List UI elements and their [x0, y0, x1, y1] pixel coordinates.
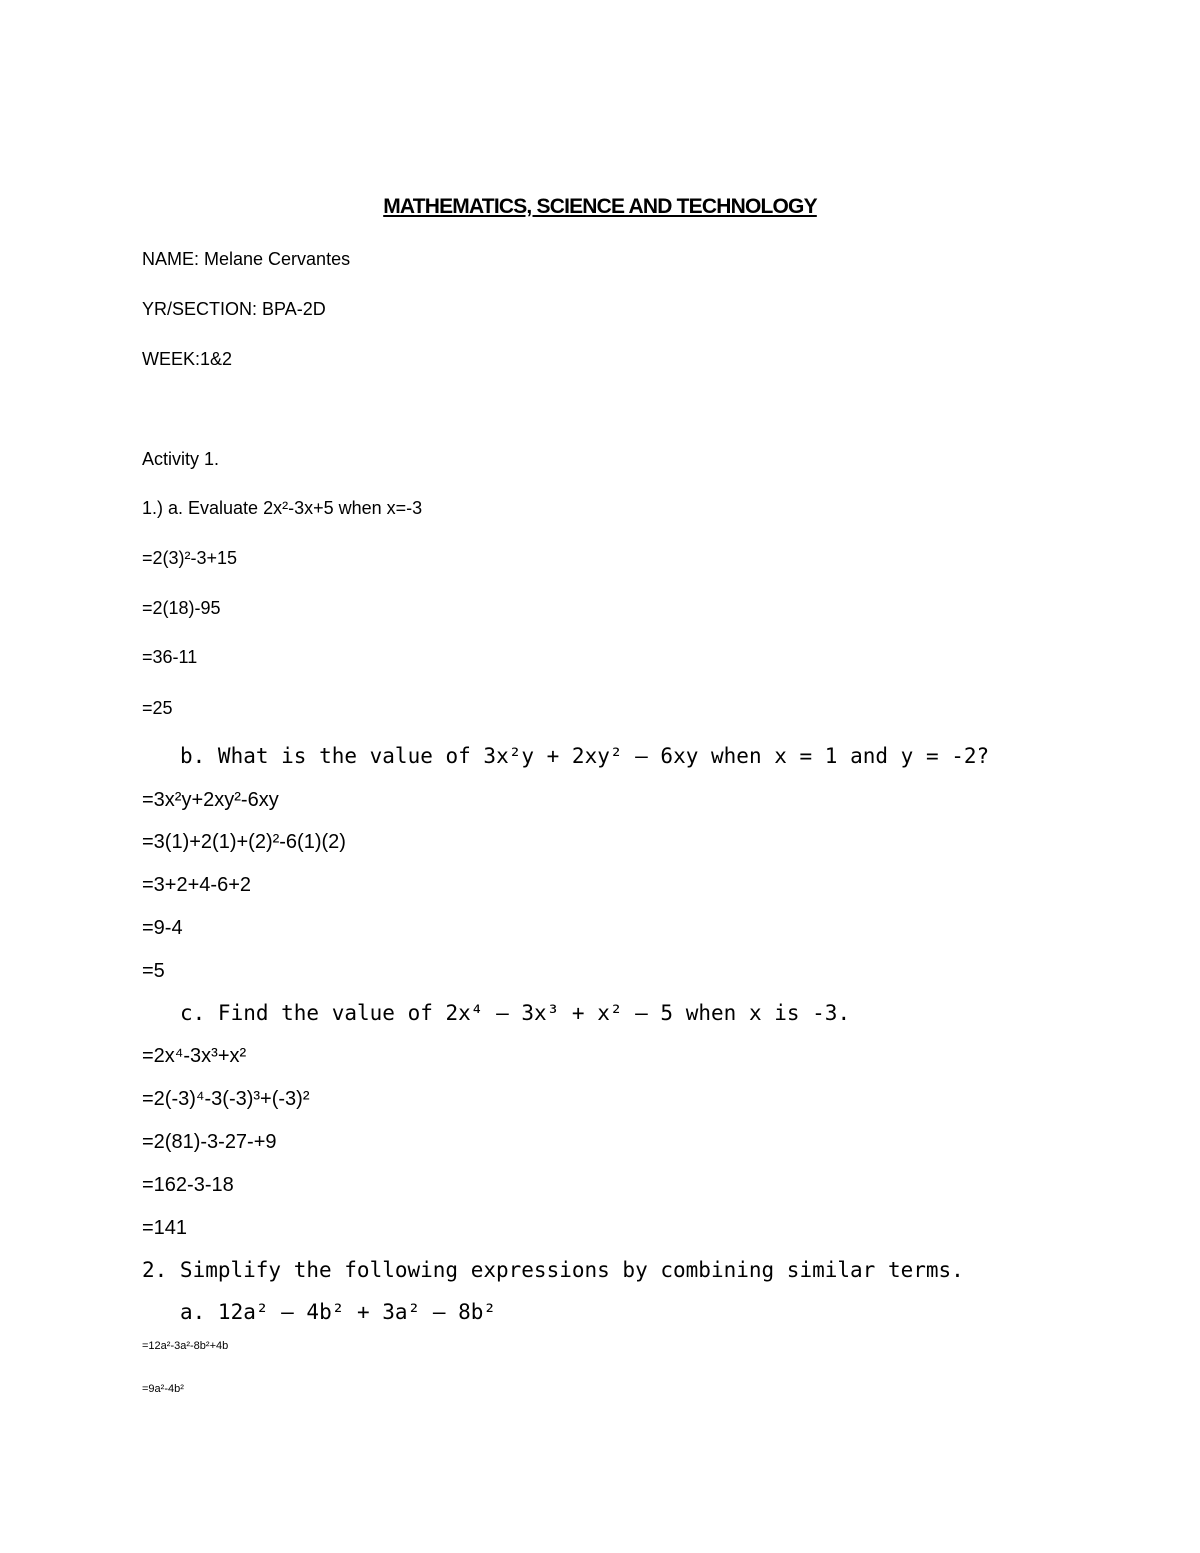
q1b-prompt: b. What is the value of 3x²y + 2xy² – 6xy when x = 1 and y = -2? — [180, 744, 990, 768]
q1b-step: =3x²y+2xy²-6xy — [142, 789, 279, 811]
q1a-step: =2(18)-95 — [142, 598, 221, 618]
q1c-step: =2(81)-3-27-+9 — [142, 1131, 277, 1153]
student-name: NAME: Melane Cervantes — [142, 249, 351, 269]
q2-prompt: 2. Simplify the following expressions by combining similar terms. — [142, 1258, 964, 1282]
q1b-step: =3(1)+2(1)+(2)²-6(1)(2) — [142, 831, 346, 853]
q1b-step: =9-4 — [142, 917, 183, 939]
q1c-step: =2x⁴-3x³+x² — [142, 1045, 247, 1067]
year-section: YR/SECTION: BPA-2D — [142, 299, 326, 319]
q2a-prompt: a. 12a² – 4b² + 3a² – 8b² — [180, 1300, 497, 1324]
q2a-step: =12a²-3a²-8b²+4b — [142, 1340, 229, 1352]
page-title: MATHEMATICS, SCIENCE AND TECHNOLOGY — [383, 195, 817, 218]
week-label: WEEK:1&2 — [142, 349, 233, 369]
q1c-step: =141 — [142, 1217, 188, 1239]
q1a-step: =25 — [142, 698, 173, 718]
q2a-step: =9a²-4b² — [142, 1383, 184, 1395]
q1b-step: =5 — [142, 960, 165, 982]
activity-heading: Activity 1. — [142, 449, 220, 469]
q1c-step: =2(-3)⁴-3(-3)³+(-3)² — [142, 1088, 310, 1110]
q1b-step: =3+2+4-6+2 — [142, 874, 251, 896]
q1a-prompt: 1.) a. Evaluate 2x²-3x+5 when x=-3 — [142, 498, 423, 518]
q1a-step: =2(3)²-3+15 — [142, 548, 238, 568]
q1c-step: =162-3-18 — [142, 1174, 234, 1196]
q1a-step: =36-11 — [142, 647, 198, 667]
q1c-prompt: c. Find the value of 2x⁴ – 3x³ + x² – 5 when x is -3. — [180, 1001, 851, 1025]
